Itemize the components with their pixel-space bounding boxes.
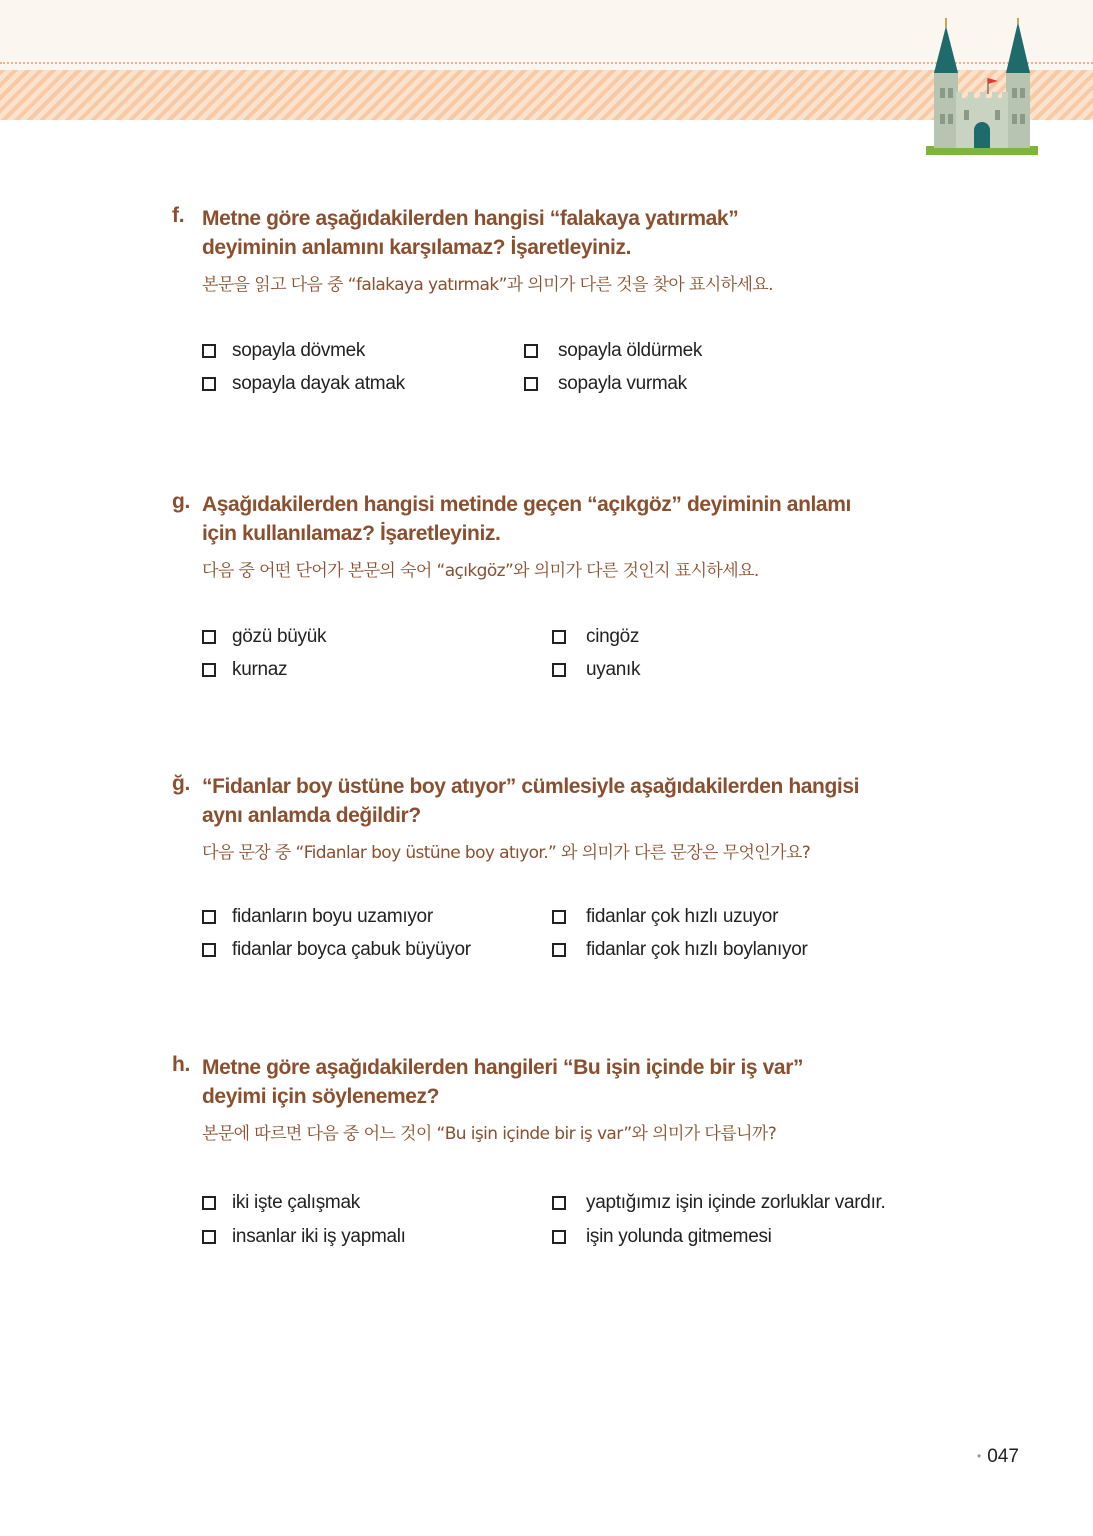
question-f <box>172 204 962 394</box>
page-number <box>977 1446 1019 1468</box>
page-number-text: 047 <box>987 1446 1019 1467</box>
question-title-line: Metne göre aşağıdakilerden hangisi “falakaya yatırmak” <box>202 207 739 230</box>
question-letter: ğ. <box>172 772 191 795</box>
question-subtitle: 다음 중 어떤 단어가 본문의 숙어 “açıkgöz”와 의미가 다른 것인지 표시하세요. <box>202 561 759 581</box>
option-label: uyanık <box>586 659 641 680</box>
option[interactable] <box>552 1226 772 1248</box>
option[interactable] <box>552 626 639 648</box>
option[interactable] <box>202 1226 406 1248</box>
checkbox[interactable] <box>202 377 216 391</box>
option-label: fidanlar çok hızlı uzuyor <box>586 906 779 927</box>
option-label: fidanların boyu uzamıyor <box>232 906 433 927</box>
question-title-line: için kullanılamaz? İşaretleyiniz. <box>202 522 501 545</box>
option[interactable] <box>524 340 702 362</box>
question-letter: f. <box>172 204 185 227</box>
question-letter: h. <box>172 1053 191 1076</box>
question-g <box>172 490 962 680</box>
checkbox[interactable] <box>202 1230 216 1244</box>
option-label: insanlar iki iş yapmalı <box>232 1226 406 1247</box>
option-label: yaptığımız işin içinde zorluklar vardır. <box>586 1192 886 1213</box>
option[interactable] <box>552 939 808 961</box>
question-h <box>172 1053 962 1247</box>
option[interactable] <box>552 906 778 928</box>
question-title <box>202 204 962 262</box>
checkbox[interactable] <box>524 377 538 391</box>
checkbox[interactable] <box>552 663 566 677</box>
option[interactable] <box>552 1192 886 1214</box>
question-subtitle: 다음 문장 중 “Fidanlar boy üstüne boy atıyor.” 와 의미가 다른 문장은 무엇인가요? <box>202 843 811 863</box>
option-label: cingöz <box>586 626 640 647</box>
castle-icon <box>922 18 1042 158</box>
question-title <box>202 772 962 830</box>
option[interactable] <box>202 373 405 395</box>
option-label: işin yolunda gitmemesi <box>586 1226 772 1247</box>
option-label: gözü büyük <box>232 626 327 647</box>
option[interactable] <box>202 939 471 961</box>
checkbox[interactable] <box>202 630 216 644</box>
checkbox[interactable] <box>202 344 216 358</box>
option-label: iki işte çalışmak <box>232 1192 360 1213</box>
question-title-line: deyiminin anlamını karşılamaz? İşaretleyiniz. <box>202 236 632 259</box>
question-subtitle: 본문을 읽고 다음 중 “falakaya yatırmak”과 의미가 다른 것을 찾아 표시하세요. <box>202 275 773 295</box>
question-g-breve <box>172 772 962 960</box>
page-dot: • <box>977 1449 982 1463</box>
question-title-line: Aşağıdakilerden hangisi metinde geçen “açıkgöz” deyiminin anlamı <box>202 493 851 516</box>
question-title-line: Metne göre aşağıdakilerden hangileri “Bu işin içinde bir iş var” <box>202 1056 804 1079</box>
checkbox[interactable] <box>552 630 566 644</box>
option-label: sopayla dövmek <box>232 340 366 361</box>
question-title-line: deyimi için söylenemez? <box>202 1085 440 1108</box>
checkbox[interactable] <box>552 1230 566 1244</box>
option-label: fidanlar çok hızlı boylanıyor <box>586 939 808 960</box>
question-subtitle: 본문에 따르면 다음 중 어느 것이 “Bu işin içinde bir iş var”와 의미가 다릅니까? <box>202 1124 777 1144</box>
checkbox[interactable] <box>524 344 538 358</box>
question-title <box>202 490 962 548</box>
question-title-line: aynı anlamda değildir? <box>202 804 421 827</box>
question-title-line: “Fidanlar boy üstüne boy atıyor” cümlesiyle aşağıdakilerden hangisi <box>202 775 860 798</box>
option[interactable] <box>202 659 287 681</box>
option-label: fidanlar boyca çabuk büyüyor <box>232 939 471 960</box>
option[interactable] <box>552 659 640 681</box>
option-label: sopayla vurmak <box>558 373 687 394</box>
checkbox[interactable] <box>552 1196 566 1210</box>
checkbox[interactable] <box>202 1196 216 1210</box>
checkbox[interactable] <box>552 943 566 957</box>
checkbox[interactable] <box>202 663 216 677</box>
option-label: sopayla öldürmek <box>558 340 703 361</box>
option[interactable] <box>202 1192 360 1214</box>
checkbox[interactable] <box>202 943 216 957</box>
checkbox[interactable] <box>552 910 566 924</box>
option-label: sopayla dayak atmak <box>232 373 405 394</box>
checkbox[interactable] <box>202 910 216 924</box>
option[interactable] <box>202 626 326 648</box>
option[interactable] <box>202 906 433 928</box>
question-letter: g. <box>172 490 191 513</box>
option[interactable] <box>524 373 687 395</box>
option[interactable] <box>202 340 365 362</box>
question-title <box>202 1053 962 1111</box>
option-label: kurnaz <box>232 659 288 680</box>
